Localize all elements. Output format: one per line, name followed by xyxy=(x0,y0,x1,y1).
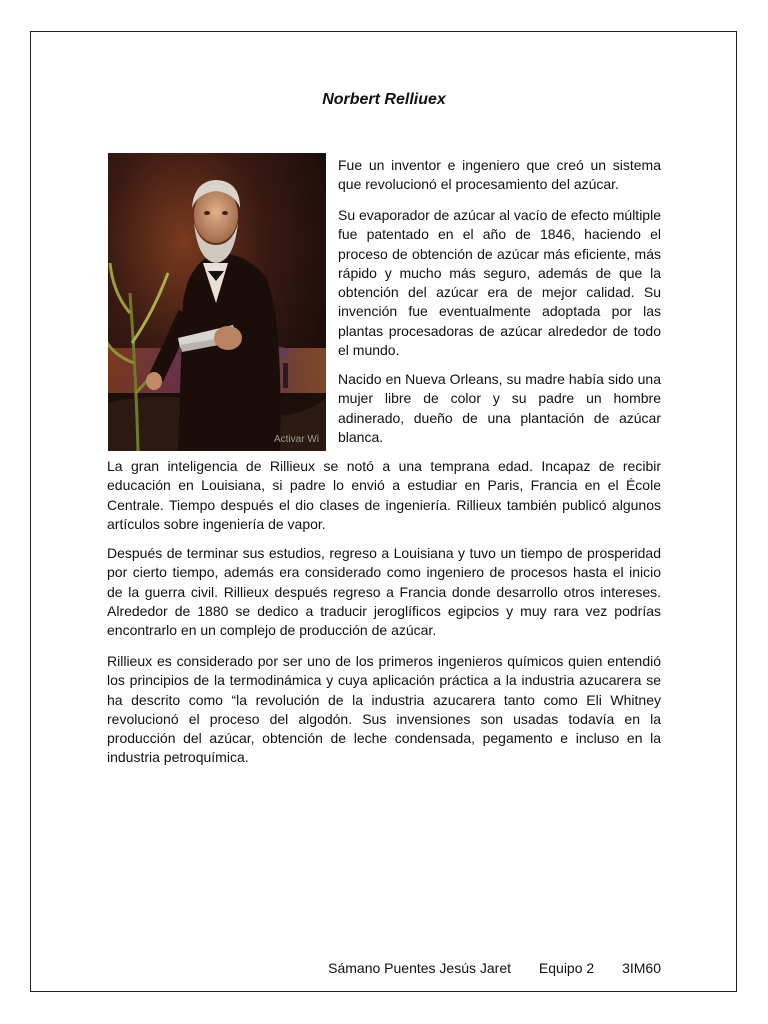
paragraph-1: Fue un inventor e ingeniero que creó un sistema que revolucionó el procesamiento del azúcar. xyxy=(338,157,661,193)
paragraph-5: Después de terminar sus estudios, regreso a Louisiana y tuvo un tiempo de prosperidad por cierto tiempo, además era considerado como ingeniero de procesos hasta el inicio de la guerra civil. Rillieux después regreso a Francia donde desarrollo otros intereses. Alrededor de 1880 se dedico a traducir jeroglíficos egipcios y muy rara vez podrías encontrarlo en un complejo de producción de azúcar. xyxy=(107,545,661,639)
footer xyxy=(0,960,661,976)
footer-team: Equipo 2 xyxy=(538,960,595,976)
document-title: Norbert Relliuex xyxy=(322,91,446,108)
footer-group: 3IM60 xyxy=(622,960,661,976)
portrait-image xyxy=(108,153,326,451)
portrait-watermark: Activar Wi xyxy=(274,434,319,445)
paragraph-4: La gran inteligencia de Rillieux se notó a una temprana edad. Incapaz de recibir educación en Louisiana, si padre lo envió a estudiar en Paris, Francia en el École Centrale. Tiempo después el dio clases de ingeniería. Rillieux también publicó algunos artículos sobre ingeniería de vapor. xyxy=(107,458,661,532)
paragraph-2: Su evaporador de azúcar al vacío de efecto múltiple fue patentado en el año de 1846, haciendo el proceso de obtención de azúcar más eficiente, más rápido y mucho más seguro, además de que la obtención del azúcar era de mejor calidad. Su invención fue eventualmente adoptada por las plantas procesadoras de azúcar alrededor de todo el mundo. xyxy=(338,207,661,359)
footer-author: Sámano Puentes Jesús Jaret xyxy=(328,960,512,976)
paragraph-6: Rillieux es considerado por ser uno de los primeros ingenieros químicos quien entendió los principios de la termodinámica y cuya aplicación práctica a la industria azucarera se ha descrito como “la revolución de la industria azucarera tanto como Eli Whitney revolucionó el proceso del algodón. Sus invensiones son usadas todavía en la producción del azúcar, obtención de leche condensada, pegamento e incluso en la industria petroquímica. xyxy=(107,653,661,766)
paragraph-3: Nacido en Nueva Orleans, su madre había sido una mujer libre de color y su padre un hombre adinerado, dueño de una plantación de azúcar blanca. xyxy=(338,371,661,445)
